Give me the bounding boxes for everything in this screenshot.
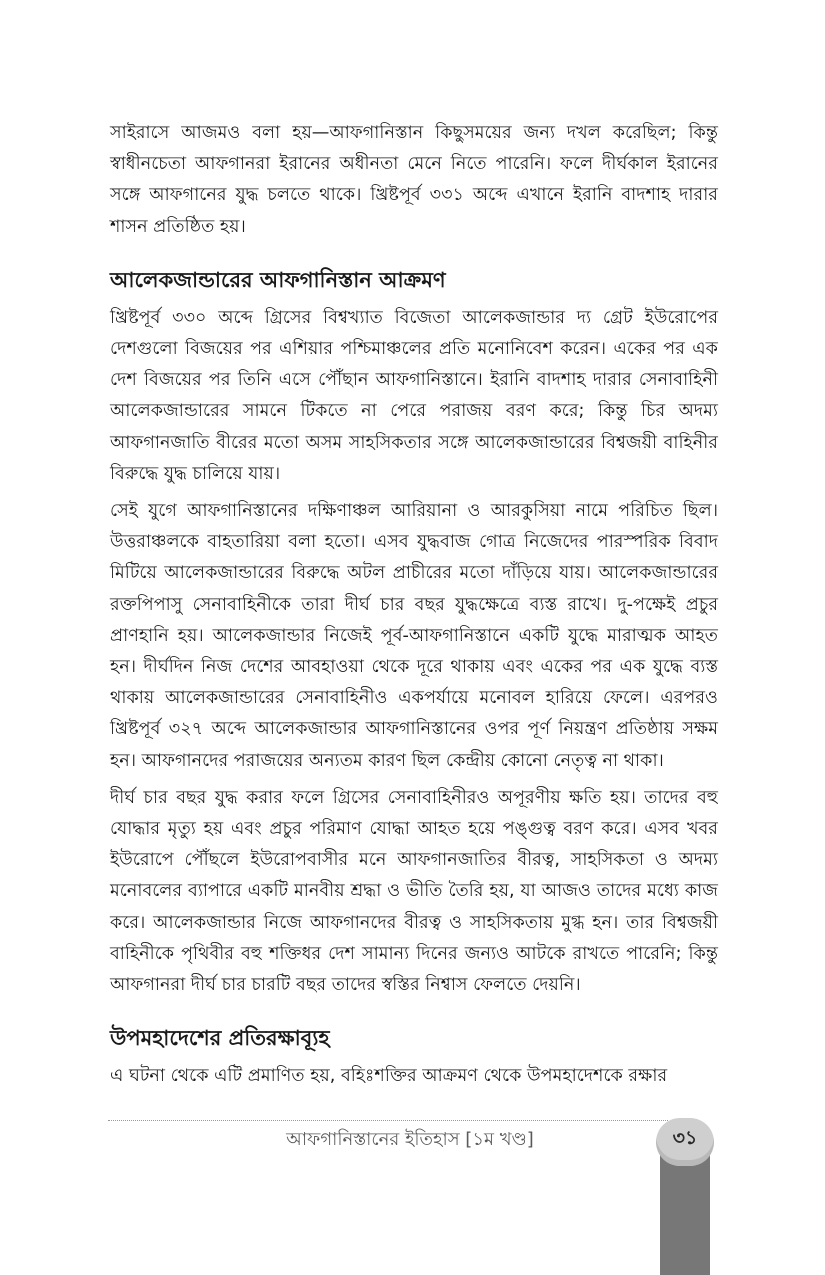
section-heading: উপমহাদেশের প্রতিরক্ষাব্যূহ (110, 1026, 330, 1051)
page-number: ৩১ (672, 1127, 698, 1149)
running-title: আফগানিস্তানের ইতিহাস [১ম খণ্ড] (286, 1129, 534, 1150)
page-body (110, 118, 718, 1092)
footer-divider (108, 1120, 668, 1121)
paragraph: সাইরাসে আজমও বলা হয়—আফগানিস্তান কিছুসময়ের জন্য দখল করেছিল; কিন্তু স্বাধীনচেতা আফগানরা ইরানের অধীনতা মেনে নিতে পারেনি। ফলে দীর্ঘকাল ইরানের সঙ্গে আফগানের যুদ্ধ চলতে থাকে। খ্রিষ্টপূর্ব ৩৩১ অব্দে এখানে ইরানি বাদশাহ দারার শাসন প্রতিষ্ঠিত হয়। (110, 123, 718, 237)
section-heading: আলেকজান্ডারের আফগানিস্তান আক্রমণ (110, 267, 446, 292)
paragraph: এ ঘটনা থেকে এটি প্রমাণিত হয়, বহিঃশক্তির আক্রমণ থেকে উপমহাদেশকে রক্ষার (110, 1066, 668, 1087)
paragraph: খ্রিষ্টপূর্ব ৩৩০ অব্দে গ্রিসের বিশ্বখ্যাত বিজেতা আলেকজান্ডার দ্য গ্রেট ইউরোপের দেশগুলো বিজয়ের পর এশিয়ার পশ্চিমাঞ্চলের প্রতি মনোনিবেশ করেন। একের পর এক দেশ বিজয়ের পর তিনি এসে পৌঁছান আফগানিস্তানে। ইরানি বাদশাহ দারার সেনাবাহিনী আলেকজান্ডারের সামনে টিকতে না পেরে পরাজয় বরণ করে; কিন্তু চির অদম্য আফগানজাতি বীরের মতো অসম সাহসিকতার সঙ্গে আলেকজান্ডারের বিশ্বজয়ী বাহিনীর বিরুদ্ধে যুদ্ধ চালিয়ে যায়। (110, 307, 718, 484)
page-edge-tab (660, 1148, 710, 1275)
paragraph: সেই যুগে আফগানিস্তানের দক্ষিণাঞ্চল আরিয়ানা ও আরকুসিয়া নামে পরিচিত ছিল। উত্তরাঞ্চলকে বাহতারিয়া বলা হতো। এসব যুদ্ধবাজ গোত্র নিজেদের পারস্পরিক বিবাদ মিটিয়ে আলেকজান্ডারের বিরুদ্ধে অটল প্রাচীরের মতো দাঁড়িয়ে যায়। আলেকজান্ডারের রক্তপিপাসু সেনাবাহিনীকে তারা দীর্ঘ চার বছর যুদ্ধক্ষেত্রে ব্যস্ত রাখে। দু-পক্ষেই প্রচুর প্রাণহানি হয়। আলেকজান্ডার নিজেই পূর্ব-আফগানিস্তানে একটি যুদ্ধে মারাত্মক আহত হন। দীর্ঘদিন নিজ দেশের আবহাওয়া থেকে দূরে থাকায় এবং একের পর এক যুদ্ধে ব্যস্ত থাকায় আলেকজান্ডারের সেনাবাহিনীও একপর্যায়ে মনোবল হারিয়ে ফেলে। এরপরও খ্রিষ্টপূর্ব ৩২৭ অব্দে আলেকজান্ডার আফগানিস্তানের ওপর পূর্ণ নিয়ন্ত্রণ প্রতিষ্ঠায় সক্ষম হন। আফগানদের পরাজয়ের অন্যতম কারণ ছিল কেন্দ্রীয় কোনো নেতৃত্ব না থাকা। (110, 501, 718, 771)
paragraph: দীর্ঘ চার বছর যুদ্ধ করার ফলে গ্রিসের সেনাবাহিনীরও অপূরণীয় ক্ষতি হয়। তাদের বহু যোদ্ধার মৃত্যু হয় এবং প্রচুর পরিমাণ যোদ্ধা আহত হয়ে পঙ্গুত্ব বরণ করে। এসব খবর ইউরোপে পৌঁছলে ইউরোপবাসীর মনে আফগানজাতির বীরত্ব, সাহসিকতা ও অদম্য মনোবলের ব্যাপারে একটি মানবীয় শ্রদ্ধা ও ভীতি তৈরি হয়, যা আজও তাদের মধ্যে কাজ করে। আলেকজান্ডার নিজে আফগানদের বীরত্ব ও সাহসিকতায় মুগ্ধ হন। তার বিশ্বজয়ী বাহিনীকে পৃথিবীর বহু শক্তিধর দেশ সামান্য দিনের জন্যও আটকে রাখতে পারেনি; কিন্তু আফগানরা দীর্ঘ চার চারটি বছর তাদের স্বস্তির নিশ্বাস ফেলতে দেয়নি। (110, 787, 718, 996)
